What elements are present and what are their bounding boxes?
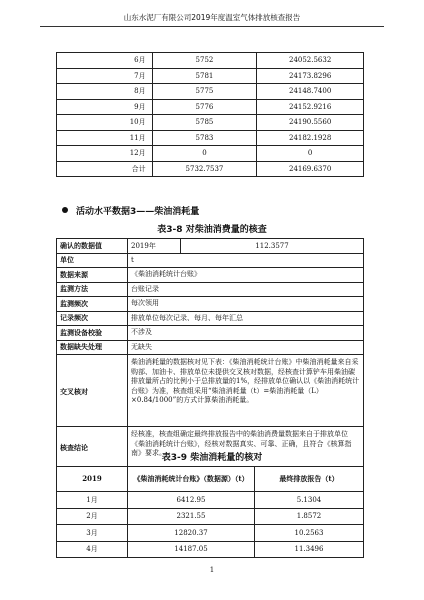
table-cell: 24169.6370 bbox=[257, 161, 364, 177]
section-heading-text: 活动水平数据3——柴油消耗量 bbox=[76, 207, 200, 217]
table-cell: 3月 bbox=[57, 525, 128, 542]
table-cell: 5783 bbox=[152, 130, 257, 146]
table-row bbox=[57, 297, 364, 312]
row-label: 记录频次 bbox=[57, 311, 128, 326]
table-cell: 10月 bbox=[57, 115, 153, 131]
table-cell: 6412.95 bbox=[128, 492, 255, 509]
cross-check-text: 柴油消耗量的数据核对见下表：《柴油消耗统计台账》中柴油消耗量来自采购部、加油卡、排放单位未提供交叉核对数据，经核查计算铲车用柴油碳排放量所占的比例小于总排放量的1%，经排放单位确认以《柴油消耗统计台账》为准，核查组采用“柴油消耗量（t）=柴油消耗量（L）×0.84/1000”的方式计算柴油消耗量。 bbox=[128, 355, 364, 427]
table-cell: 10.2563 bbox=[255, 525, 364, 542]
row-value: 无缺失 bbox=[128, 340, 364, 355]
header-cell: 《柴油消耗统计台账》（数据源）（t） bbox=[128, 467, 255, 492]
table-cell: 合计 bbox=[57, 161, 153, 177]
table-cell: 24190.5560 bbox=[257, 115, 364, 131]
table-row bbox=[57, 84, 364, 100]
table-row bbox=[57, 68, 364, 84]
cross-check-row bbox=[57, 355, 364, 427]
table-cell: 5781 bbox=[152, 68, 257, 84]
table-row bbox=[57, 268, 364, 283]
running-header: 山东水泥厂有限公司2019年度温室气体排放核查报告 bbox=[40, 12, 384, 27]
table-cell: 11.3496 bbox=[255, 541, 364, 558]
row-label: 交叉核对 bbox=[57, 355, 128, 427]
row-label: 核查结论 bbox=[57, 427, 128, 467]
value-cell: 112.3577 bbox=[181, 239, 364, 254]
table-row bbox=[57, 161, 364, 177]
table-cell: 5732.7537 bbox=[152, 161, 257, 177]
table-cell: 0 bbox=[152, 146, 257, 162]
table-cell: 0 bbox=[257, 146, 364, 162]
table-cell: 5775 bbox=[152, 84, 257, 100]
table-cell: 12820.37 bbox=[128, 525, 255, 542]
header-cell: 最终排放报告（t） bbox=[255, 467, 364, 492]
table-cell: 6月 bbox=[57, 53, 153, 69]
table-row bbox=[57, 340, 364, 355]
section-heading bbox=[62, 204, 199, 217]
diesel-verification-table bbox=[56, 238, 364, 467]
table-row bbox=[57, 99, 364, 115]
table-caption-3-8: 表3-8 对柴油消费量的核查 bbox=[157, 225, 267, 235]
table-row bbox=[57, 508, 364, 525]
table-cell: 24148.7400 bbox=[257, 84, 364, 100]
bullet-icon bbox=[62, 207, 68, 213]
row-label: 监测频次 bbox=[57, 297, 128, 312]
table-header-row bbox=[57, 467, 364, 492]
table-row bbox=[57, 130, 364, 146]
table-cell: 2321.55 bbox=[128, 508, 255, 525]
row-label: 数据缺失处理 bbox=[57, 340, 128, 355]
table-row bbox=[57, 525, 364, 542]
table-row bbox=[57, 239, 364, 254]
row-label: 单位 bbox=[57, 253, 128, 268]
table-cell: 24052.5632 bbox=[257, 53, 364, 69]
table-cell: 5776 bbox=[152, 99, 257, 115]
table-cell: 7月 bbox=[57, 68, 153, 84]
table-cell: 2月 bbox=[57, 508, 128, 525]
table-cell: 24182.1928 bbox=[257, 130, 364, 146]
table-row bbox=[57, 115, 364, 131]
row-value: 每次领用 bbox=[128, 297, 364, 312]
table-cell: 1月 bbox=[57, 492, 128, 509]
table-cell: 5752 bbox=[152, 53, 257, 69]
table-row bbox=[57, 282, 364, 297]
diesel-comparison-table bbox=[56, 466, 364, 558]
conclusion-text: 经核准，核查组确定最终排放报告中的柴油消费量数据来自于排放单位《柴油消耗统计台账》，经核对数据真实、可靠、正确，且符合《核算指南》要求。 bbox=[128, 427, 364, 467]
row-label: 确认的数据值 bbox=[57, 239, 128, 254]
row-label: 数据来源 bbox=[57, 268, 128, 283]
table-cell: 4月 bbox=[57, 541, 128, 558]
table-cell: 24173.8296 bbox=[257, 68, 364, 84]
year-cell: 2019年 bbox=[128, 239, 181, 254]
row-label: 监测方法 bbox=[57, 282, 128, 297]
table-row bbox=[57, 253, 364, 268]
table-row bbox=[57, 541, 364, 558]
table-caption-3-9: 表3-9 柴油消耗量的核对 bbox=[161, 453, 263, 463]
row-value: 《柴油消耗统计台账》 bbox=[128, 268, 364, 283]
table-row bbox=[57, 146, 364, 162]
table-cell: 14187.05 bbox=[128, 541, 255, 558]
table-row bbox=[57, 53, 364, 69]
row-label: 监测设备校验 bbox=[57, 326, 128, 341]
row-value: 不涉及 bbox=[128, 326, 364, 341]
table-cell: 1.8572 bbox=[255, 508, 364, 525]
table-cell: 24152.9216 bbox=[257, 99, 364, 115]
table-cell: 12月 bbox=[57, 146, 153, 162]
row-value: 台账记录 bbox=[128, 282, 364, 297]
table-row bbox=[57, 311, 364, 326]
table-cell: 9月 bbox=[57, 99, 153, 115]
table-cell: 11月 bbox=[57, 130, 153, 146]
row-value: t bbox=[128, 253, 364, 268]
table-cell: 5785 bbox=[152, 115, 257, 131]
monthly-emission-table bbox=[56, 52, 364, 177]
page-number: 1 bbox=[209, 566, 215, 574]
table-cell: 5.1304 bbox=[255, 492, 364, 509]
header-cell: 2019 bbox=[57, 467, 128, 492]
row-value: 排放单位每次记录、每月、每年汇总 bbox=[128, 311, 364, 326]
table-row bbox=[57, 492, 364, 509]
table-row bbox=[57, 326, 364, 341]
table-cell: 8月 bbox=[57, 84, 153, 100]
